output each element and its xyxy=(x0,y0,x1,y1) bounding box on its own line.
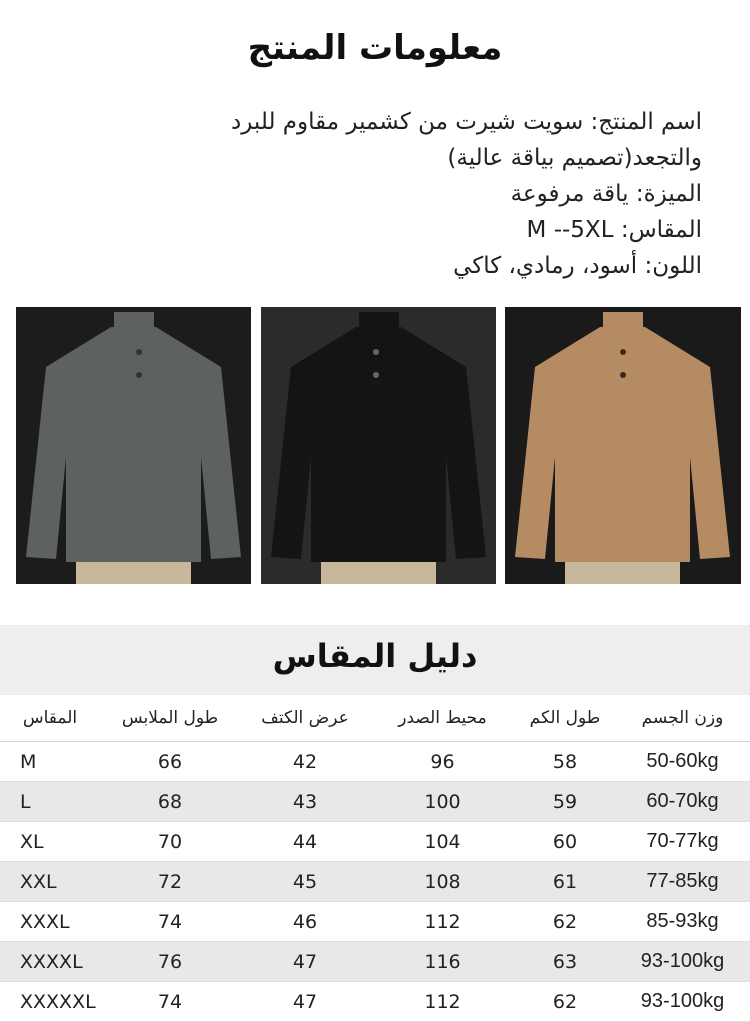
length-cell: 72 xyxy=(100,862,240,902)
sleeve-cell: 62 xyxy=(515,982,615,1022)
shoulder-cell: 44 xyxy=(240,822,370,862)
table-row xyxy=(0,862,750,902)
size-table-header xyxy=(0,695,750,742)
header-length: طول الملابس xyxy=(100,695,240,742)
sleeve-cell: 60 xyxy=(515,822,615,862)
header-shoulder: عرض الكتف xyxy=(240,695,370,742)
weight-cell: 93-100kg xyxy=(615,942,750,982)
chest-cell: 112 xyxy=(370,982,515,1022)
size-range-line: المقاس: M --5XL xyxy=(526,217,702,243)
table-row xyxy=(0,942,750,982)
weight-cell: 70-77kg xyxy=(615,822,750,862)
header-chest: محيط الصدر xyxy=(370,695,515,742)
size-guide xyxy=(0,625,750,1013)
weight-cell: 93-100kg xyxy=(615,982,750,1022)
sleeve-cell: 59 xyxy=(515,782,615,822)
size-cell: M xyxy=(0,742,100,782)
shoulder-cell: 45 xyxy=(240,862,370,902)
header-weight: وزن الجسم xyxy=(615,695,750,742)
chest-cell: 116 xyxy=(370,942,515,982)
size-table xyxy=(0,695,750,1022)
length-cell: 66 xyxy=(100,742,240,782)
page-title: معلومات المنتج xyxy=(247,28,503,68)
shoulder-cell: 43 xyxy=(240,782,370,822)
table-row xyxy=(0,742,750,782)
chest-cell: 112 xyxy=(370,902,515,942)
chest-cell: 96 xyxy=(370,742,515,782)
product-photos xyxy=(0,307,750,584)
size-cell: XXXL xyxy=(0,902,100,942)
chest-cell: 100 xyxy=(370,782,515,822)
length-cell: 70 xyxy=(100,822,240,862)
table-row xyxy=(0,782,750,822)
gray-sweatshirt-photo xyxy=(16,307,251,584)
size-cell: L xyxy=(0,782,100,822)
khaki-sweatshirt-photo xyxy=(505,307,741,584)
size-cell: XXL xyxy=(0,862,100,902)
table-row xyxy=(0,982,750,1022)
shoulder-cell: 42 xyxy=(240,742,370,782)
length-cell: 76 xyxy=(100,942,240,982)
weight-cell: 77-85kg xyxy=(615,862,750,902)
black-sweatshirt-photo xyxy=(261,307,496,584)
product-info xyxy=(82,104,702,284)
weight-cell: 85-93kg xyxy=(615,902,750,942)
table-row xyxy=(0,822,750,862)
length-cell: 74 xyxy=(100,982,240,1022)
sleeve-cell: 61 xyxy=(515,862,615,902)
product-name-line-1: اسم المنتج: سويت شيرت من كشمير مقاوم للبرد xyxy=(230,109,702,135)
feature-line: الميزة: ياقة مرفوعة xyxy=(510,181,702,207)
length-cell: 68 xyxy=(100,782,240,822)
weight-cell: 50-60kg xyxy=(615,742,750,782)
header-size: المقاس xyxy=(0,695,100,742)
header-sleeve: طول الكم xyxy=(515,695,615,742)
size-guide-title: دليل المقاس xyxy=(272,637,478,675)
weight-cell: 60-70kg xyxy=(615,782,750,822)
size-cell: XXXXL xyxy=(0,942,100,982)
table-row xyxy=(0,902,750,942)
chest-cell: 104 xyxy=(370,822,515,862)
length-cell: 74 xyxy=(100,902,240,942)
size-cell: XXXXXL xyxy=(0,982,100,1022)
shoulder-cell: 47 xyxy=(240,942,370,982)
chest-cell: 108 xyxy=(370,862,515,902)
size-cell: XL xyxy=(0,822,100,862)
product-name-line-2: والتجعد(تصميم بياقة عالية) xyxy=(447,145,702,171)
colors-line: اللون: أسود، رمادي، كاكي xyxy=(453,253,702,279)
shoulder-cell: 46 xyxy=(240,902,370,942)
shoulder-cell: 47 xyxy=(240,982,370,1022)
sleeve-cell: 63 xyxy=(515,942,615,982)
sleeve-cell: 62 xyxy=(515,902,615,942)
sleeve-cell: 58 xyxy=(515,742,615,782)
